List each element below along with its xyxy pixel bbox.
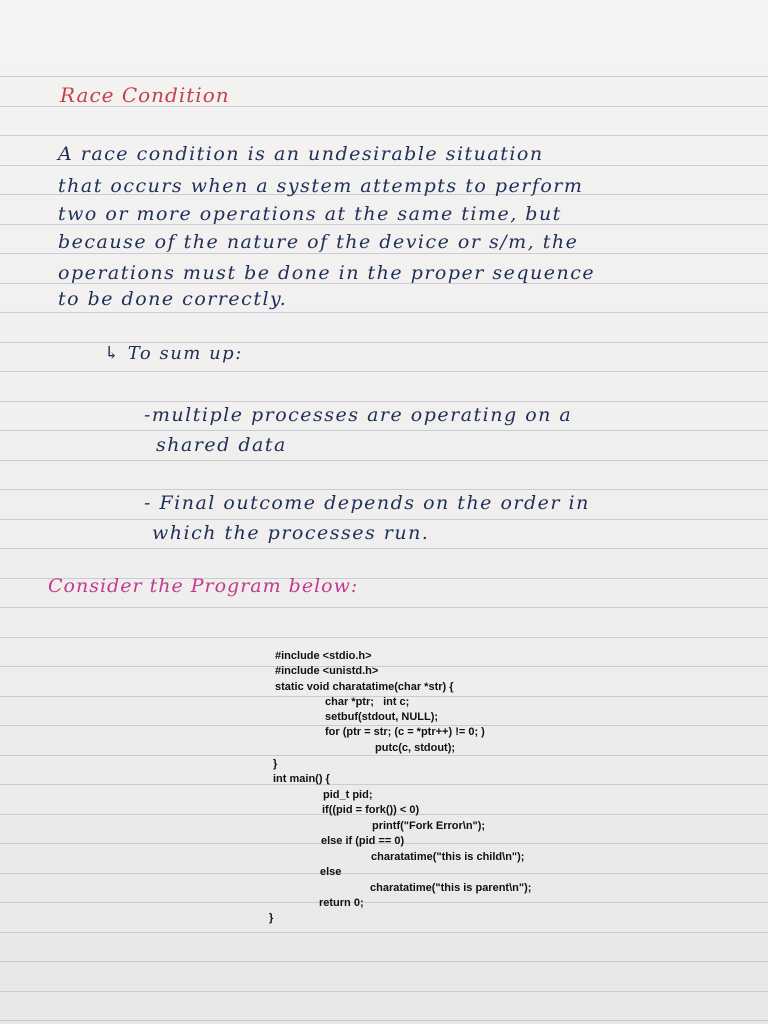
code-line: else — [320, 866, 342, 878]
paragraph-line-1: A race condition is an undesirable situation — [58, 143, 544, 165]
ruled-line — [0, 548, 768, 549]
consider-heading: Consider the Program below: — [48, 575, 359, 597]
code-line: #include <unistd.h> — [275, 665, 379, 677]
paragraph-line-4: because of the nature of the device or s/m, the — [58, 231, 579, 253]
ruled-line — [0, 401, 768, 402]
ruled-line — [0, 666, 768, 667]
code-line: #include <stdio.h> — [275, 650, 372, 662]
paragraph-line-5: operations must be done in the proper sequence — [58, 262, 596, 284]
page-title: Race Condition — [60, 83, 230, 107]
ruled-line — [0, 1020, 768, 1021]
ruled-line — [0, 371, 768, 372]
paragraph-line-3: two or more operations at the same time, but — [58, 203, 562, 225]
ruled-line — [0, 902, 768, 903]
code-line: else if (pid == 0) — [321, 835, 405, 847]
ruled-line — [0, 637, 768, 638]
ruled-line — [0, 460, 768, 461]
code-line: return 0; — [319, 897, 364, 909]
ruled-line — [0, 961, 768, 962]
ruled-line — [0, 784, 768, 785]
code-line: if((pid = fork()) < 0) — [322, 804, 420, 816]
bullet-2-line-1: - Final outcome depends on the order in — [144, 492, 590, 514]
code-line: printf("Fork Error\n"); — [372, 820, 486, 832]
paragraph-line-6: to be done correctly. — [58, 288, 288, 310]
code-line: static void charatatime(char *str) { — [275, 681, 454, 693]
ruled-line — [0, 312, 768, 313]
code-line: charatatime("this is parent\n"); — [370, 882, 532, 894]
ruled-line — [0, 607, 768, 608]
code-line: } — [273, 758, 278, 770]
bullet-2-line-2: which the processes run. — [152, 522, 430, 544]
bullet-1-line-2: shared data — [156, 434, 287, 456]
code-line: setbuf(stdout, NULL); — [325, 711, 439, 723]
code-line: pid_t pid; — [323, 789, 373, 801]
code-line: } — [269, 912, 274, 924]
paragraph-line-2: that occurs when a system attempts to perform — [58, 175, 584, 197]
ruled-line — [0, 932, 768, 933]
ruled-line — [0, 873, 768, 874]
ruled-line — [0, 489, 768, 490]
ruled-line — [0, 76, 768, 77]
ruled-line — [0, 165, 768, 166]
code-line: charatatime("this is child\n"); — [371, 851, 525, 863]
code-line: putc(c, stdout); — [375, 742, 456, 754]
code-line: char *ptr; int c; — [325, 696, 410, 708]
ruled-line — [0, 519, 768, 520]
ruled-line — [0, 991, 768, 992]
sum-up-heading: ↳ To sum up: — [104, 343, 243, 364]
bullet-1-line-1: -multiple processes are operating on a — [144, 404, 573, 426]
ruled-line — [0, 135, 768, 136]
code-line: int main() { — [273, 773, 330, 785]
ruled-line — [0, 253, 768, 254]
code-line: for (ptr = str; (c = *ptr++) != 0; ) — [325, 726, 485, 738]
ruled-line — [0, 430, 768, 431]
